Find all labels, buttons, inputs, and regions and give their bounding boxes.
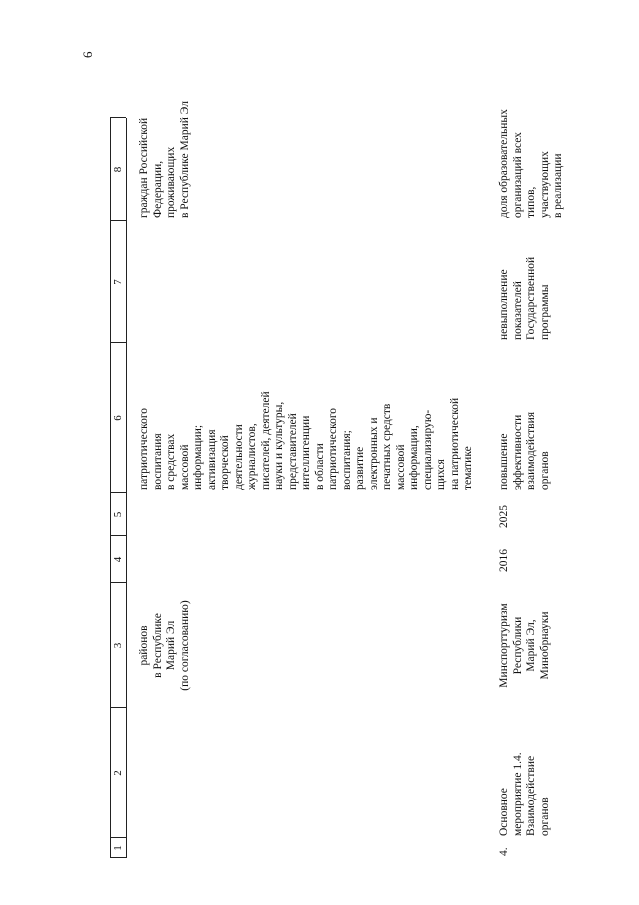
- header-col-8: 8: [112, 166, 124, 173]
- cont-col3: районов в Республике Марий Эл (по согласованию): [138, 600, 191, 691]
- row4-col2: Основное мероприятие 1.4. Взаимодействие органов: [498, 752, 551, 836]
- row4-col4: 2016: [498, 549, 510, 572]
- row4-col5: 2025: [498, 505, 510, 528]
- cont-col8: граждан Российской Федерации, проживающих в Республике Марий Эл: [138, 101, 191, 218]
- header-col-7: 7: [112, 279, 124, 285]
- header-col-5: 5: [112, 511, 124, 518]
- program-table: [110, 58, 630, 858]
- row4-col8: доля образовательных организаций всех типов, участвующих в реализации: [498, 109, 564, 218]
- row4-col6: повышение эффективности взаимодействия органов: [498, 411, 551, 490]
- page-number: 6: [80, 51, 95, 58]
- header-col-2: 2: [112, 770, 124, 776]
- header-col-6: 6: [112, 415, 124, 421]
- cont-col6: патриотического воспитания в средствах массовой информации; активизация творческой деятельности журналистов, писателей, деятелей науки и культуры, представителей интеллигенции в области патриотического воспитания; развитие электронных и печатных средств массовой информации, специализирую- щихся на патриотической тематике: [138, 391, 474, 490]
- header-col-4: 4: [112, 556, 124, 563]
- row4-col7: невыполнение показателей Государственной программы: [498, 256, 551, 340]
- header-bottom-border: [126, 118, 127, 858]
- header-col-3: 3: [112, 642, 124, 649]
- row4-col3: Минспорттуризм Республики Марий Эл, Минобрнауки: [498, 603, 551, 688]
- row4-col1: 4.: [498, 847, 510, 856]
- header-col-1: 1: [112, 845, 124, 851]
